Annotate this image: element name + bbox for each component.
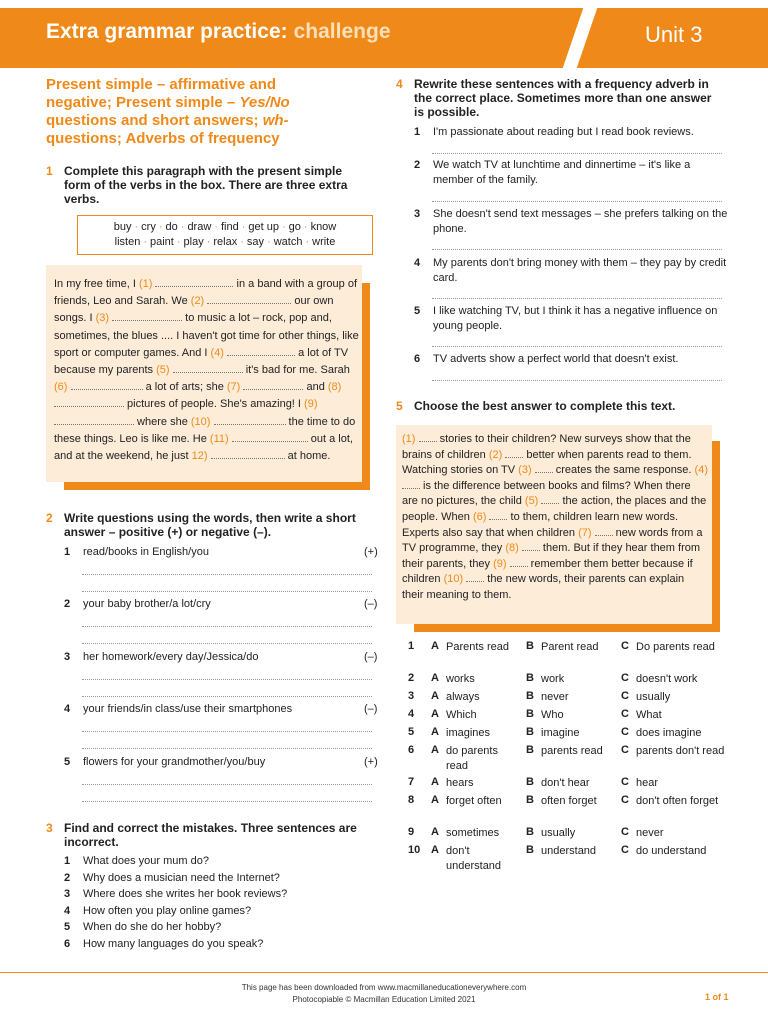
exercise-3-item: 1 What does your mum do? [64, 855, 209, 867]
option-letter-c: C [621, 726, 629, 738]
verb-word: get up [248, 221, 279, 233]
answer-line[interactable] [82, 801, 372, 802]
blank-4[interactable] [227, 345, 295, 356]
option-letter-b: B [526, 690, 534, 702]
answer-row-number: 3 [408, 690, 415, 702]
answer-row-number: 4 [408, 708, 415, 720]
option-c[interactable]: never [636, 827, 664, 839]
separator-dot-icon: · [158, 221, 163, 233]
option-c[interactable]: do understand [636, 845, 707, 857]
option-b[interactable]: work [541, 673, 565, 685]
option-c[interactable]: don't often forget [636, 795, 719, 807]
option-a[interactable]: hears [446, 777, 474, 789]
paragraph-shadow [64, 482, 370, 490]
option-letter-a: A [431, 826, 439, 838]
unit-label: Unit 3 [645, 22, 703, 47]
gap-5[interactable] [541, 494, 559, 504]
verb-word: relax [213, 236, 238, 248]
option-b[interactable]: Who [541, 709, 564, 721]
option-letter-a: A [431, 708, 439, 720]
option-letter-b: B [526, 640, 534, 652]
option-letter-c: C [621, 744, 629, 756]
verb-word: play [183, 236, 204, 248]
verb-word: go [288, 221, 301, 233]
option-letter-c: C [621, 690, 629, 702]
answer-row-number: 8 [408, 794, 415, 806]
answer-row-number: 7 [408, 776, 415, 788]
option-b[interactable]: Parent read [541, 641, 599, 653]
gap-6[interactable] [489, 510, 507, 520]
option-c[interactable]: usually [636, 691, 671, 703]
answer-line[interactable] [432, 249, 722, 250]
verb-word: say [246, 236, 265, 248]
footer-copyright: Photocopiable © Macmillan Education Limited 2021 [292, 995, 476, 1004]
option-a[interactable]: don't understand [446, 845, 502, 872]
verb-box [77, 215, 373, 255]
verb-word: listen [114, 236, 141, 248]
separator-dot-icon: · [214, 221, 218, 233]
exercise-3-instruction: Find and correct the mistakes. Three sentences are incorrect. [64, 821, 357, 849]
gap-3[interactable] [535, 463, 553, 473]
separator-dot-icon: · [241, 221, 246, 233]
option-a[interactable]: works [446, 673, 475, 685]
option-letter-c: C [621, 794, 629, 806]
answer-line[interactable] [82, 591, 372, 592]
verb-word: do [165, 221, 178, 233]
option-letter-a: A [431, 690, 439, 702]
answer-line[interactable] [432, 380, 722, 381]
separator-dot-icon: · [143, 236, 147, 248]
exercise-4-instruction: Rewrite these sentences with a frequency adverb in the correct place. Sometimes more than one answer is possible. [414, 77, 712, 119]
option-a[interactable]: do parents read [446, 745, 498, 772]
exercise-2-instruction: Write questions using the words, then write a short answer – positive (+) or negative (–). [64, 511, 356, 539]
text-shadow [414, 624, 720, 632]
option-a[interactable]: always [446, 691, 480, 703]
option-letter-a: A [431, 744, 439, 756]
separator-dot-icon: · [240, 236, 244, 248]
answer-row-number: 10 [408, 844, 421, 856]
exercise-4-number: 4 [396, 77, 403, 91]
answer-line[interactable] [82, 574, 372, 575]
answer-line[interactable] [82, 679, 372, 680]
exercise-3-item: 6 How many languages do you speak? [64, 937, 264, 950]
option-a[interactable]: imagines [446, 727, 491, 739]
footer [0, 982, 768, 1006]
option-a[interactable]: sometimes [446, 827, 500, 839]
separator-dot-icon: · [305, 236, 310, 248]
option-letter-a: A [431, 640, 439, 652]
blank-1[interactable] [155, 276, 233, 287]
option-c[interactable]: Do parents read [636, 641, 715, 653]
answer-row-number: 2 [408, 672, 415, 684]
answer-row-number: 5 [408, 726, 415, 738]
exercise-3-item: 2 Why does a musician need the Internet? [64, 871, 280, 884]
gap-1[interactable] [419, 432, 437, 442]
option-a[interactable]: Parents read [446, 641, 509, 653]
separator-dot-icon: · [206, 236, 211, 248]
answer-row-number: 1 [408, 640, 415, 652]
gap-4[interactable] [402, 479, 420, 489]
header-divider-icon [560, 0, 600, 76]
answer-line[interactable] [432, 346, 722, 347]
option-c[interactable]: What [636, 709, 662, 721]
verb-word: write [312, 236, 336, 248]
blank-7[interactable] [243, 379, 303, 390]
exercise-1-instruction: Complete this paragraph with the present simple form of the verbs in the box. There are three extra verbs. [64, 164, 348, 206]
option-letter-b: B [526, 726, 534, 738]
verb-word: paint [150, 236, 174, 248]
answer-line[interactable] [82, 626, 372, 627]
answer-line[interactable] [82, 696, 372, 697]
option-letter-b: B [526, 826, 534, 838]
option-letter-b: B [526, 672, 534, 684]
exercise-5-text: (1) stories to their children? New surveys show that the brains of children (2) better when parents read to them. Watching stories on TV (3) creates the same response. (4) is the difference between books and films? When there are no pictures, the child (5) the action, the places and the people. When (6) to them, children learn new words. Experts also say that when children (7) new words from a TV programme, they (8) them. But if they hear them from their parents, they (9) remember them better because if children (10) the new words, their parents can explain their meaning to them. [402, 433, 708, 601]
separator-dot-icon: · [303, 221, 308, 233]
blank-8[interactable] [54, 396, 124, 407]
option-letter-c: C [621, 640, 629, 652]
page-subtitle: challenge [293, 20, 391, 43]
option-c[interactable]: parents don't read [636, 745, 725, 757]
exercise-3-list [64, 853, 287, 952]
page-number: 1 of 1 [705, 992, 729, 1002]
option-b[interactable]: often forget [541, 795, 597, 807]
option-b[interactable]: don't hear [541, 777, 590, 789]
option-letter-c: C [621, 776, 629, 788]
option-letter-c: C [621, 826, 629, 838]
exercise-1-number: 1 [46, 164, 53, 178]
option-b[interactable]: understand [541, 845, 597, 857]
blank-6[interactable] [71, 379, 143, 390]
blank-11[interactable] [232, 431, 308, 442]
option-letter-b: B [526, 708, 534, 720]
separator-dot-icon: · [281, 221, 286, 233]
answer-line[interactable] [82, 748, 372, 749]
answer-line[interactable] [82, 784, 372, 785]
exercise-5-number: 5 [396, 399, 403, 413]
separator-dot-icon: · [134, 221, 139, 233]
option-b[interactable]: parents read [541, 745, 603, 757]
option-a[interactable]: forget often [446, 795, 502, 807]
gap-8[interactable] [522, 541, 540, 551]
answer-line[interactable] [432, 153, 722, 154]
blank-12[interactable] [211, 448, 285, 459]
verb-word: know [310, 221, 337, 233]
separator-dot-icon: · [267, 236, 271, 248]
footer-divider [0, 972, 768, 973]
option-c[interactable]: doesn't work [636, 673, 698, 685]
exercise-3-item: 4 How often you play online games? [64, 904, 252, 917]
verb-box-row-2 [78, 235, 372, 250]
option-letter-b: B [526, 744, 534, 756]
option-a[interactable]: Which [446, 709, 477, 721]
gap-2[interactable] [505, 448, 523, 458]
answer-row-number: 6 [408, 744, 415, 756]
verb-box-row-1 [78, 220, 372, 235]
verb-word: cry [141, 221, 156, 233]
option-c[interactable]: does imagine [636, 727, 702, 739]
option-letter-a: A [431, 672, 439, 684]
verb-word: buy [113, 221, 132, 233]
answer-line[interactable] [432, 298, 722, 299]
option-c[interactable]: hear [636, 777, 659, 789]
exercise-3-item: 3 Where does she writes her book reviews? [64, 888, 288, 900]
gap-7[interactable] [595, 526, 613, 536]
option-letter-c: C [621, 708, 629, 720]
option-letter-a: A [431, 794, 439, 806]
blank-3[interactable] [112, 310, 182, 321]
verb-word: find [220, 221, 239, 233]
option-b[interactable]: never [541, 691, 569, 703]
option-b[interactable]: imagine [541, 727, 580, 739]
gap-9[interactable] [510, 557, 528, 567]
option-letter-b: B [526, 776, 534, 788]
exercise-3-item: 5 When do she do her hobby? [64, 921, 222, 933]
section-heading: Present simple – affirmative and negative; Present simple – Yes/No questions and short answers; wh- questions; Adverbs of frequency [46, 76, 290, 147]
blank-10[interactable] [214, 414, 286, 425]
option-letter-a: A [431, 726, 439, 738]
separator-dot-icon: · [176, 236, 181, 248]
exercise-3-number: 3 [46, 821, 53, 835]
footer-download-note: This page has been downloaded from www.macmillaneducationeverywhere.com [241, 983, 527, 992]
separator-dot-icon: · [180, 221, 185, 233]
blank-5[interactable] [173, 362, 243, 373]
exercise-5-instruction: Choose the best answer to complete this text. [414, 399, 676, 413]
blank-9[interactable] [54, 414, 134, 425]
option-letter-a: A [431, 776, 439, 788]
option-letter-b: B [526, 844, 534, 856]
page-title: Extra grammar practice: challenge [46, 20, 391, 43]
blank-2[interactable] [207, 293, 291, 304]
option-b[interactable]: usually [541, 827, 576, 839]
verb-word: watch [273, 236, 303, 248]
exercise-2-number: 2 [46, 511, 53, 525]
page-header [0, 0, 768, 76]
option-letter-c: C [621, 844, 629, 856]
answer-row-number: 9 [408, 826, 415, 838]
answer-line[interactable] [432, 201, 722, 202]
option-letter-a: A [431, 844, 439, 856]
exercise-1-paragraph: In my free time, I (1) in a band with a group of friends, Leo and Sarah. We (2) our own songs. I (3) to music a lot – rock, pop and, sometimes, the blues .... I haven't got time for other things, like sport or computer games. And I (4) a lot of TV because my parents (5) it's bad for me. Sarah (6) a lot of arts; she (7) and (8) pictures of people. She's amazing! I (9) where she (10) the time to do these things. Leo is like me. He (11) out a lot, and at the weekend, he just 12) at home. [54, 278, 359, 463]
option-letter-c: C [621, 672, 629, 684]
text-shadow [712, 441, 720, 632]
verb-word: draw [187, 221, 212, 233]
answer-line[interactable] [82, 643, 372, 644]
gap-10[interactable] [466, 572, 484, 582]
answer-line[interactable] [82, 731, 372, 732]
option-letter-b: B [526, 794, 534, 806]
